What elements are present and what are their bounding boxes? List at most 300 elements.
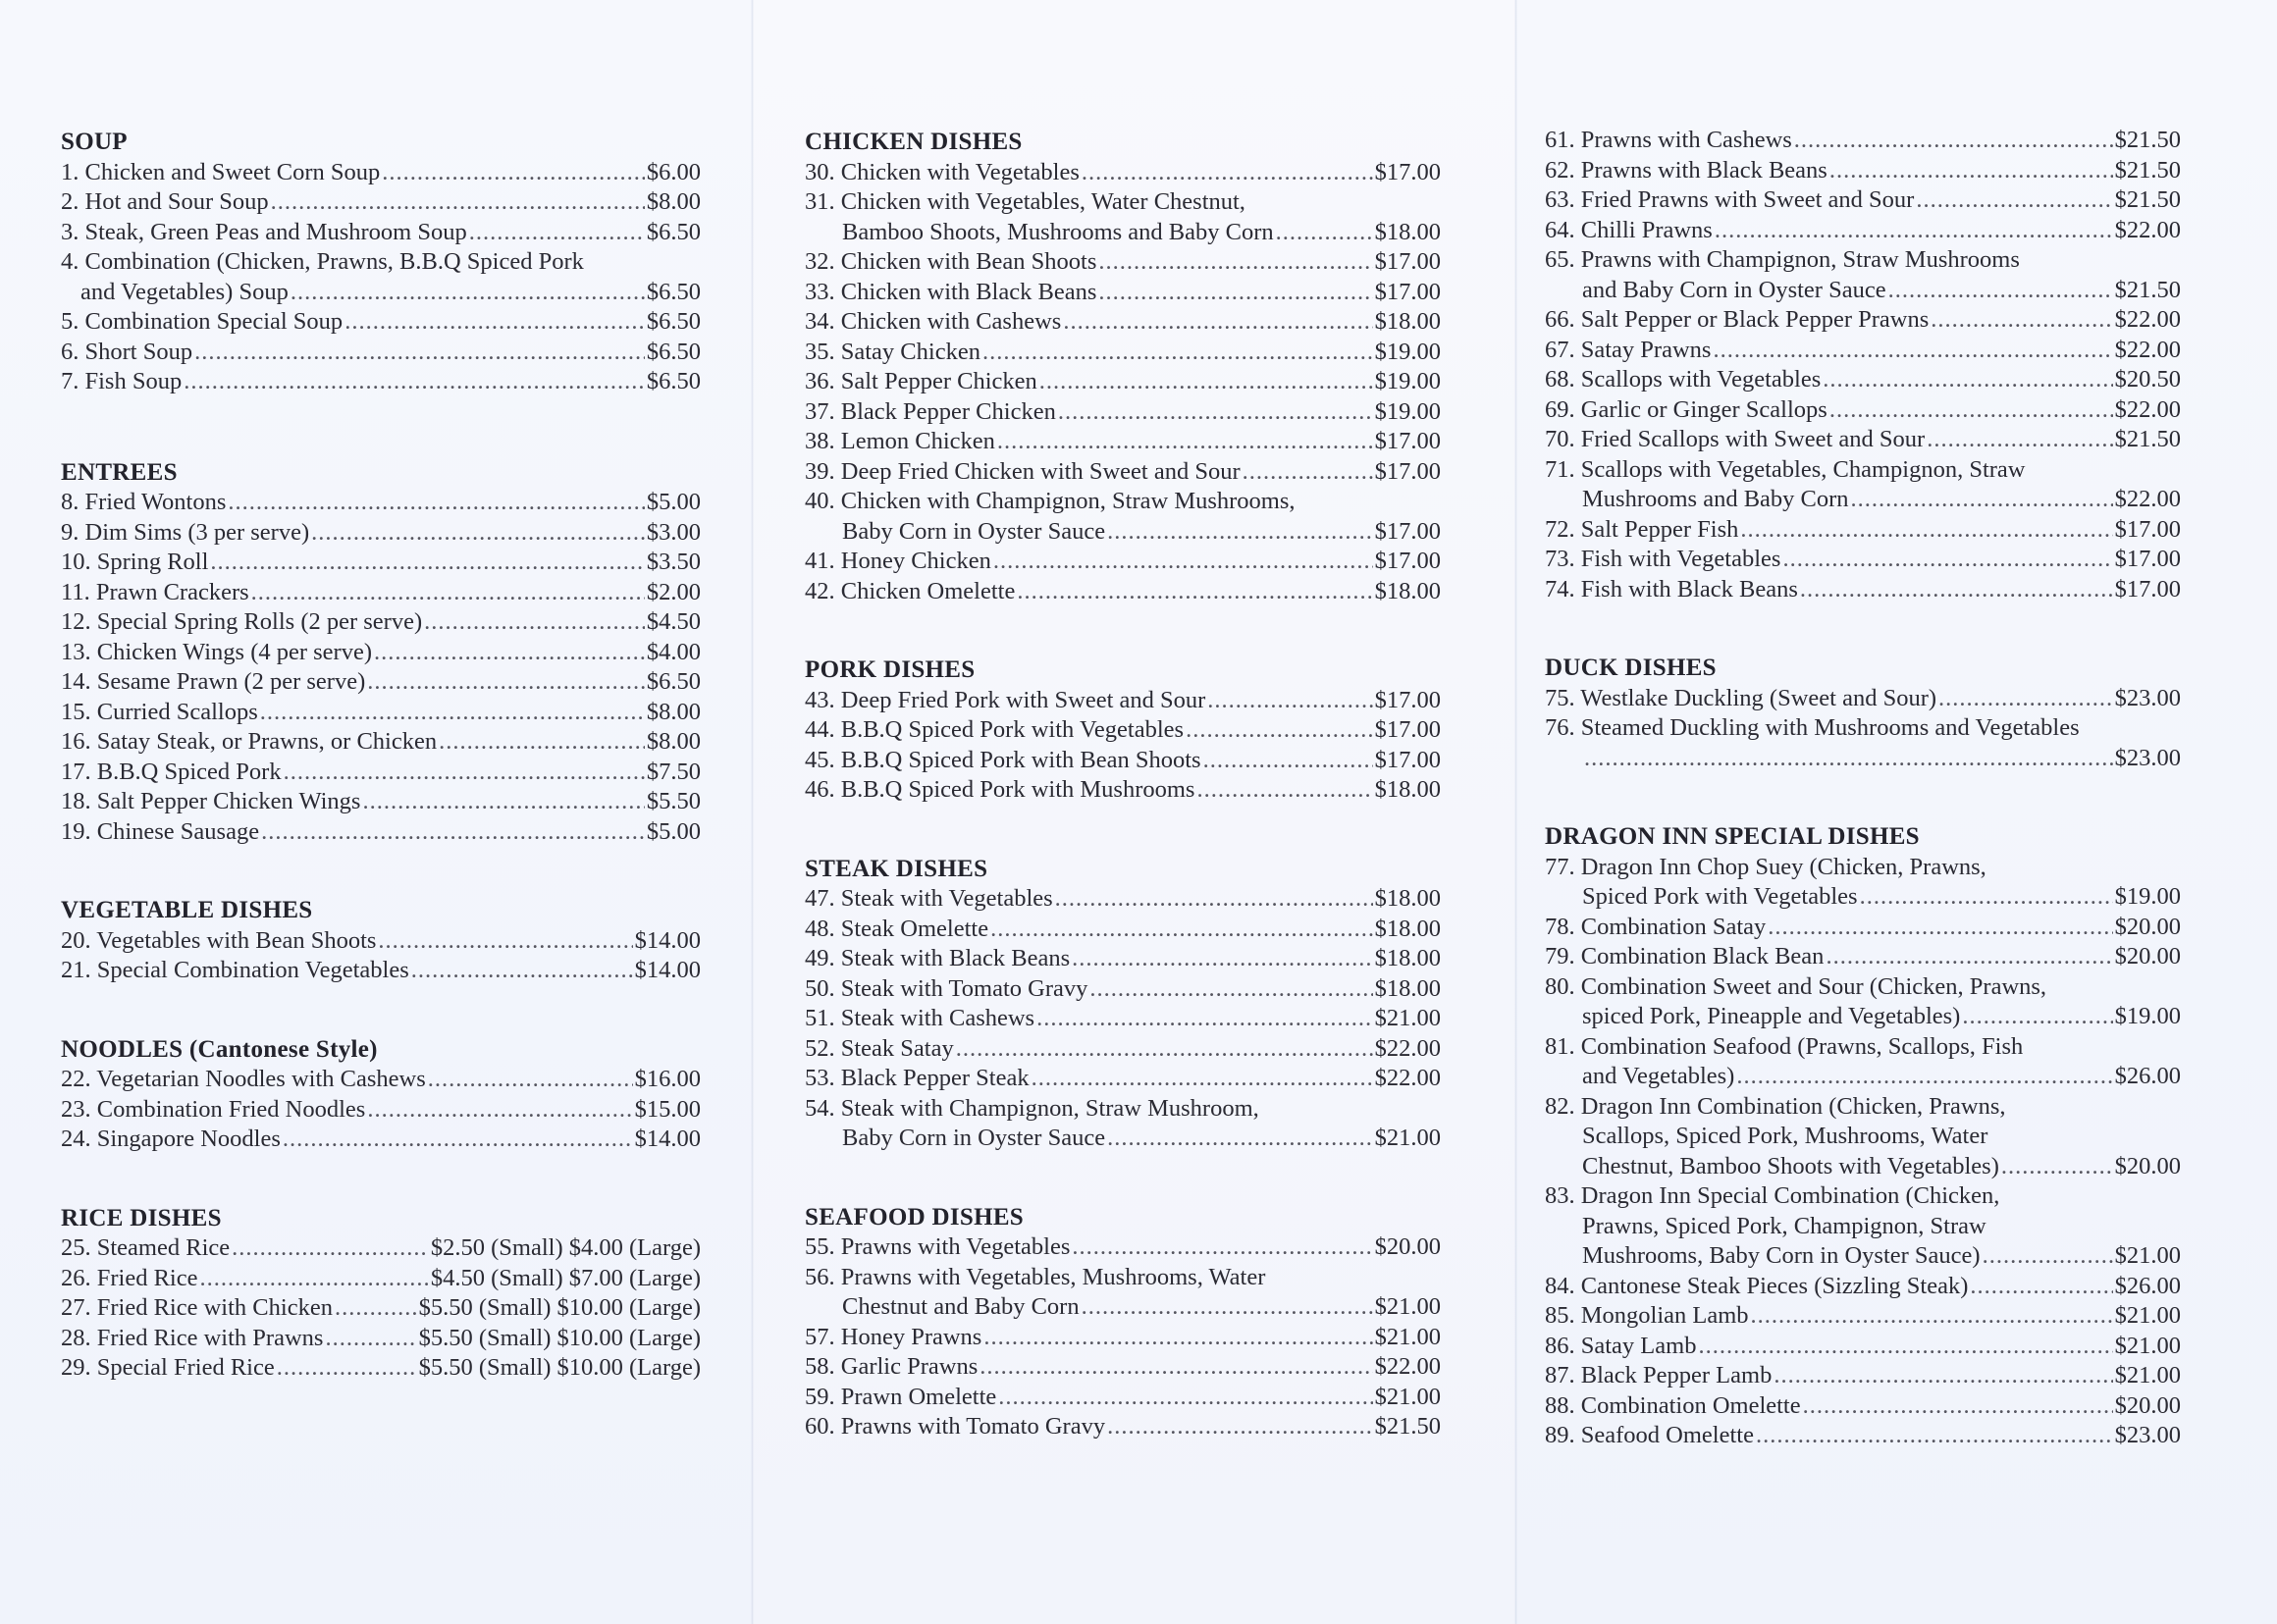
item-name: 58. Garlic Prawns	[805, 1353, 979, 1380]
item-price: $14.00	[634, 1126, 701, 1152]
item-price: $22.00	[2114, 306, 2181, 333]
item-price: $3.50	[646, 549, 701, 575]
item-price: $18.00	[1374, 577, 1441, 604]
menu-item	[805, 1323, 1441, 1353]
item-price: $6.00	[646, 158, 701, 185]
item-name: 42. Chicken Omelette	[805, 577, 1016, 604]
item-name: 19. Chinese Sausage	[61, 817, 260, 845]
item-price: $18.00	[1374, 974, 1441, 1002]
item-name: 30. Chicken with Vegetables	[805, 158, 1080, 185]
item-name: 87. Black Pepper Lamb	[1545, 1362, 1773, 1388]
item-price: $20.50	[2114, 366, 2181, 393]
item-price: $6.50	[646, 668, 701, 695]
item-name: 56. Prawns with Vegetables, Mushrooms, Water	[805, 1263, 1266, 1290]
item-name: 10. Spring Roll	[61, 549, 209, 575]
menu-item	[61, 956, 701, 986]
item-name: 53. Black Pepper Steak	[805, 1065, 1030, 1091]
item-name: 59. Prawn Omelette	[805, 1383, 997, 1410]
seafood-continued	[1545, 126, 2181, 604]
menu-item	[805, 158, 1441, 188]
section-heading: SEAFOOD DISHES	[805, 1203, 1025, 1231]
item-name: 47. Steak with Vegetables	[805, 885, 1053, 912]
item-name: 88. Combination Omelette	[1545, 1391, 1801, 1419]
menu-item	[1545, 1421, 2181, 1451]
item-name: 55. Prawns with Vegetables	[805, 1233, 1071, 1260]
item-name: 35. Satay Chicken	[805, 338, 980, 365]
item-price: $18.00	[1374, 776, 1441, 803]
menu-item	[1545, 395, 2181, 426]
menu-item	[61, 1353, 701, 1384]
item-name: 74. Fish with Black Beans	[1545, 575, 1798, 602]
item-price: $23.00	[2114, 1422, 2181, 1448]
menu-item	[1545, 1241, 2181, 1272]
item-name-cont: Mushrooms, Baby Corn in Oyster Sauce)	[1582, 1242, 1981, 1269]
pork-section	[805, 655, 1441, 806]
menu-item	[61, 638, 701, 668]
menu-item	[1545, 126, 2181, 156]
item-name: 71. Scallops with Vegetables, Champignon, Straw	[1545, 455, 2026, 483]
item-name: 41. Honey Chicken	[805, 548, 991, 574]
menu-item	[805, 1034, 1441, 1065]
item-name: 67. Satay Prawns	[1545, 336, 1712, 363]
menu-item	[805, 547, 1441, 577]
menu-item	[61, 367, 701, 397]
menu-item	[61, 1324, 701, 1354]
item-name: 5. Combination Special Soup	[61, 308, 344, 335]
chicken-section	[805, 128, 1441, 606]
menu-item	[805, 577, 1441, 607]
menu-item	[61, 667, 701, 698]
menu-item	[805, 457, 1441, 488]
item-price: $18.00	[1374, 885, 1441, 912]
section-heading: DUCK DISHES	[1545, 655, 1717, 681]
rice-section	[61, 1204, 701, 1384]
item-name: 33. Chicken with Black Beans	[805, 278, 1097, 305]
section-heading: RICE DISHES	[61, 1204, 222, 1231]
item-name-cont: and Vegetables) Soup	[80, 278, 289, 305]
menu-item	[805, 1352, 1441, 1383]
item-name: 2. Hot and Sour Soup	[61, 188, 269, 215]
menu-item	[61, 727, 701, 758]
item-name: 68. Scallops with Vegetables	[1545, 366, 1822, 393]
item-price: $22.00	[2114, 395, 2181, 423]
item-price: $18.00	[1374, 308, 1441, 335]
vegetable-section	[61, 896, 701, 986]
column-left	[61, 128, 701, 1384]
menu-item	[1545, 156, 2181, 186]
item-name: 69. Garlic or Ginger Scallops	[1545, 395, 1827, 423]
item-name: 6. Short Soup	[61, 338, 193, 365]
item-name: 3. Steak, Green Peas and Mushroom Soup	[61, 218, 467, 245]
item-price: $21.00	[1374, 1323, 1441, 1350]
item-name: 62. Prawns with Black Beans	[1545, 156, 1827, 183]
menu-item	[805, 338, 1441, 368]
item-price: $21.00	[2114, 1362, 2181, 1388]
item-price: $19.00	[1374, 338, 1441, 365]
menu-item	[1545, 336, 2181, 366]
item-name: 15. Curried Scallops	[61, 698, 258, 725]
item-price: $18.00	[1374, 915, 1441, 942]
menu-item	[1545, 942, 2181, 972]
menu-item	[1545, 1062, 2181, 1092]
item-name: 24. Singapore Noodles	[61, 1126, 281, 1152]
menu-item	[805, 775, 1441, 806]
menu-item	[805, 278, 1441, 308]
menu-item	[61, 307, 701, 338]
item-price: $4.50	[646, 608, 701, 635]
menu-item	[805, 367, 1441, 397]
item-name: 29. Special Fried Rice	[61, 1354, 275, 1381]
item-price: $17.00	[1374, 457, 1441, 485]
menu-item	[61, 926, 701, 957]
item-price: $21.00	[2114, 1302, 2181, 1329]
item-price: $17.00	[1374, 428, 1441, 454]
item-price: $21.50	[2114, 276, 2181, 303]
item-price: $6.50	[646, 218, 701, 245]
item-price: $17.00	[1374, 548, 1441, 574]
entrees-section	[61, 458, 701, 848]
item-name: 28. Fried Rice with Prawns	[61, 1324, 324, 1351]
menu-item	[805, 1292, 1441, 1323]
item-name: 20. Vegetables with Bean Shoots	[61, 926, 377, 954]
menu-item	[805, 944, 1441, 974]
item-name: 7. Fish Soup	[61, 368, 183, 394]
item-price: $21.00	[1374, 1383, 1441, 1410]
item-name: 25. Steamed Rice	[61, 1234, 231, 1261]
seafood-section	[805, 1203, 1441, 1442]
item-name: 63. Fried Prawns with Sweet and Sour	[1545, 186, 1915, 213]
item-name: 81. Combination Seafood (Prawns, Scallops, Fish	[1545, 1032, 2024, 1060]
menu-item	[61, 218, 701, 248]
item-price: $8.00	[646, 728, 701, 755]
item-price: $5.50 (Small) $10.00 (Large)	[418, 1324, 701, 1351]
item-price: $19.00	[1374, 368, 1441, 394]
menu-item	[61, 758, 701, 788]
item-name: 8. Fried Wontons	[61, 489, 227, 515]
item-price: $21.50	[2114, 186, 2181, 213]
menu-item	[1545, 1272, 2181, 1302]
item-name: 27. Fried Rice with Chicken	[61, 1294, 333, 1321]
menu-item	[805, 427, 1441, 457]
item-name: 34. Chicken with Cashews	[805, 308, 1062, 335]
item-name: 57. Honey Prawns	[805, 1323, 982, 1350]
menu-item	[805, 1124, 1441, 1154]
menu-item	[1545, 1391, 2181, 1422]
menu-item	[61, 278, 701, 308]
item-name: 31. Chicken with Vegetables, Water Chestnut,	[805, 188, 1245, 215]
section-heading: DRAGON INN SPECIAL DISHES	[1545, 823, 1920, 850]
item-name: 51. Steak with Cashews	[805, 1005, 1035, 1031]
item-price: $2.00	[646, 578, 701, 605]
item-price: $17.00	[1374, 158, 1441, 185]
item-name: 82. Dragon Inn Combination (Chicken, Prawns,	[1545, 1092, 2006, 1120]
item-price: $26.00	[2114, 1063, 2181, 1089]
item-price: $21.50	[2114, 426, 2181, 452]
menu-item	[1545, 515, 2181, 546]
item-name: 11. Prawn Crackers	[61, 578, 249, 605]
menu-item	[805, 1383, 1441, 1413]
item-price: $21.00	[1374, 1125, 1441, 1151]
menu-item	[805, 218, 1441, 248]
item-price: $22.00	[2114, 336, 2181, 363]
menu-item	[805, 715, 1441, 746]
noodles-section	[61, 1035, 701, 1155]
item-name-cont: Scallops, Spiced Pork, Mushrooms, Water	[1582, 1123, 1988, 1149]
duck-section	[1545, 654, 2181, 773]
item-price: $23.00	[2114, 684, 2181, 711]
item-price: $17.00	[2114, 546, 2181, 572]
item-name: 38. Lemon Chicken	[805, 428, 995, 454]
item-name: 46. B.B.Q Spiced Pork with Mushrooms	[805, 776, 1195, 803]
item-name: 76. Steamed Duckling with Mushrooms and Vegetables	[1545, 714, 2080, 741]
item-name: 18. Salt Pepper Chicken Wings	[61, 788, 361, 814]
menu-item	[61, 787, 701, 817]
item-name: 43. Deep Fried Pork with Sweet and Sour	[805, 686, 1206, 713]
item-price: $21.00	[1374, 1293, 1441, 1320]
item-price: $20.00	[2114, 1391, 2181, 1419]
item-name: 36. Salt Pepper Chicken	[805, 368, 1037, 394]
item-price: $5.50 (Small) $10.00 (Large)	[418, 1354, 701, 1381]
item-price: $20.00	[1374, 1233, 1441, 1260]
item-price: $21.50	[2114, 127, 2181, 153]
item-price: $6.50	[646, 278, 701, 305]
menu-item	[805, 915, 1441, 945]
item-name-cont: Baby Corn in Oyster Sauce	[842, 1125, 1106, 1151]
item-price: $20.00	[2114, 1152, 2181, 1179]
item-price: $22.00	[1374, 1353, 1441, 1380]
item-name: 17. B.B.Q Spiced Pork	[61, 758, 282, 785]
section-heading: STEAK DISHES	[805, 855, 988, 882]
item-name: 80. Combination Sweet and Sour (Chicken, Prawns,	[1545, 972, 2047, 1000]
menu-item	[1545, 276, 2181, 306]
item-name: 78. Combination Satay	[1545, 913, 1767, 940]
item-name: 64. Chilli Prawns	[1545, 216, 1713, 243]
menu-item	[61, 488, 701, 518]
item-price: $3.00	[646, 518, 701, 546]
item-name-cont: Chestnut and Baby Corn	[842, 1293, 1080, 1320]
section-heading: SOUP	[61, 129, 128, 155]
item-name: 22. Vegetarian Noodles with Cashews	[61, 1066, 426, 1092]
item-price: $17.00	[1374, 686, 1441, 713]
menu-item	[1545, 1361, 2181, 1391]
item-price: $23.00	[2114, 744, 2181, 771]
section-heading: CHICKEN DISHES	[805, 129, 1023, 155]
item-price: $6.50	[646, 368, 701, 394]
item-price: $5.50 (Small) $10.00 (Large)	[418, 1294, 701, 1321]
item-name: 4. Combination (Chicken, Prawns, B.B.Q Spiced Pork	[61, 248, 584, 275]
menu-item	[61, 158, 701, 188]
menu-item	[1545, 1301, 2181, 1332]
item-name: 16. Satay Steak, or Prawns, or Chicken	[61, 728, 438, 755]
item-price: $17.00	[2114, 575, 2181, 602]
item-name: 52. Steak Satay	[805, 1034, 954, 1062]
item-name: 40. Chicken with Champignon, Straw Mushrooms,	[805, 488, 1296, 514]
item-name-cont: and Vegetables)	[1582, 1063, 1735, 1089]
menu-item	[61, 548, 701, 578]
item-price: $8.00	[646, 188, 701, 215]
menu-item	[805, 1004, 1441, 1034]
menu-item	[805, 686, 1441, 716]
item-price: $21.50	[1374, 1413, 1441, 1440]
menu-item	[61, 518, 701, 549]
item-name: 9. Dim Sims (3 per serve)	[61, 518, 310, 546]
item-price: $17.00	[1374, 248, 1441, 275]
menu-item	[61, 1125, 701, 1155]
section-heading: ENTREES	[61, 458, 178, 486]
menu-item	[1545, 913, 2181, 943]
item-name: 66. Salt Pepper or Black Pepper Prawns	[1545, 306, 1930, 333]
section-heading: VEGETABLE DISHES	[61, 897, 313, 923]
item-price: $19.00	[2114, 883, 2181, 910]
column-right	[1545, 126, 2181, 1451]
item-name: 1. Chicken and Sweet Corn Soup	[61, 158, 381, 185]
item-name: 83. Dragon Inn Special Combination (Chicken,	[1545, 1182, 2000, 1209]
item-price: $17.00	[1374, 716, 1441, 743]
item-price: $18.00	[1374, 218, 1441, 245]
menu-item	[61, 698, 701, 728]
item-price: $2.50 (Small) $4.00 (Large)	[430, 1234, 701, 1261]
item-name-cont: and Baby Corn in Oyster Sauce	[1582, 276, 1886, 303]
item-name: 45. B.B.Q Spiced Pork with Bean Shoots	[805, 746, 1201, 773]
item-price: $6.50	[646, 308, 701, 335]
menu-item	[61, 1293, 701, 1324]
menu-item	[1545, 425, 2181, 455]
item-name: 26. Fried Rice	[61, 1264, 198, 1291]
item-price: $8.00	[646, 698, 701, 725]
menu-item	[805, 247, 1441, 278]
item-price: $21.00	[2114, 1242, 2181, 1269]
menu-item	[805, 974, 1441, 1005]
menu-item	[61, 1233, 701, 1264]
item-price: $5.50	[646, 788, 701, 814]
item-price: $26.00	[2114, 1272, 2181, 1299]
menu-item	[61, 1264, 701, 1294]
item-name: 50. Steak with Tomato Gravy	[805, 974, 1088, 1002]
item-name: 79. Combination Black Bean	[1545, 943, 1825, 969]
item-name: 37. Black Pepper Chicken	[805, 397, 1056, 425]
item-name: 72. Salt Pepper Fish	[1545, 515, 1739, 543]
item-name: 39. Deep Fried Chicken with Sweet and Sour	[805, 457, 1241, 485]
item-name: 54. Steak with Champignon, Straw Mushroom,	[805, 1094, 1259, 1122]
menu-item	[1545, 185, 2181, 216]
item-name: 61. Prawns with Cashews	[1545, 127, 1792, 153]
item-name: 73. Fish with Vegetables	[1545, 546, 1781, 572]
item-price: $21.00	[2114, 1332, 2181, 1359]
item-name-cont: Bamboo Shoots, Mushrooms and Baby Corn	[842, 218, 1274, 245]
item-name: 48. Steak Omelette	[805, 915, 989, 942]
menu-item	[1545, 1002, 2181, 1032]
fold-line	[1514, 0, 1517, 1624]
menu-item	[805, 1232, 1441, 1263]
menu-item	[61, 1095, 701, 1126]
item-name: 85. Mongolian Lamb	[1545, 1302, 1749, 1329]
item-price: $22.00	[2114, 216, 2181, 243]
menu-item	[805, 1412, 1441, 1442]
item-name: 21. Special Combination Vegetables	[61, 957, 409, 983]
item-price: $17.00	[1374, 746, 1441, 773]
item-name: 77. Dragon Inn Chop Suey (Chicken, Prawns,	[1545, 853, 1986, 880]
menu-item	[61, 338, 701, 368]
menu-item	[1545, 545, 2181, 575]
item-name: 23. Combination Fried Noodles	[61, 1095, 366, 1123]
soup-section	[61, 128, 701, 397]
menu-item	[805, 307, 1441, 338]
item-name: 44. B.B.Q Spiced Pork with Vegetables	[805, 716, 1185, 743]
menu-item	[805, 517, 1441, 548]
item-name: 32. Chicken with Bean Shoots	[805, 248, 1097, 275]
menu-item	[1545, 216, 2181, 246]
item-price: $21.00	[1374, 1005, 1441, 1031]
special-section	[1545, 822, 2181, 1451]
item-name: 89. Seafood Omelette	[1545, 1422, 1754, 1448]
section-heading: PORK DISHES	[805, 656, 976, 683]
item-price: $16.00	[634, 1066, 701, 1092]
item-price: $14.00	[634, 957, 701, 983]
item-name-cont: spiced Pork, Pineapple and Vegetables)	[1582, 1003, 1961, 1029]
item-name-cont: Baby Corn in Oyster Sauce	[842, 517, 1106, 545]
item-price: $14.00	[634, 926, 701, 954]
item-name: 49. Steak with Black Beans	[805, 945, 1071, 971]
section-heading: NOODLES (Cantonese Style)	[61, 1035, 378, 1063]
item-name: 13. Chicken Wings (4 per serve)	[61, 638, 372, 665]
item-price: $20.00	[2114, 913, 2181, 940]
menu-item	[61, 817, 701, 848]
item-price: $6.50	[646, 338, 701, 365]
item-price: $20.00	[2114, 943, 2181, 969]
item-price: $18.00	[1374, 945, 1441, 971]
menu-item	[805, 746, 1441, 776]
item-price: $17.00	[2114, 515, 2181, 543]
menu-item	[805, 884, 1441, 915]
item-name-cont: Spiced Pork with Vegetables	[1582, 883, 1858, 910]
item-price: $19.00	[1374, 397, 1441, 425]
menu-item	[1545, 684, 2181, 714]
menu-item	[1545, 365, 2181, 395]
item-price: $19.00	[2114, 1003, 2181, 1029]
item-name-cont: Mushrooms and Baby Corn	[1582, 486, 1849, 512]
item-price: $7.50	[646, 758, 701, 785]
item-name: 65. Prawns with Champignon, Straw Mushrooms	[1545, 246, 2020, 273]
item-price: $5.00	[646, 489, 701, 515]
item-price: $17.00	[1374, 278, 1441, 305]
menu-item	[1545, 305, 2181, 336]
menu-item	[61, 1065, 701, 1095]
item-price: $4.50 (Small) $7.00 (Large)	[430, 1264, 701, 1291]
item-price: $22.00	[1374, 1034, 1441, 1062]
menu-item	[61, 578, 701, 608]
menu-item	[1545, 744, 2181, 774]
item-name-cont: Chestnut, Bamboo Shoots with Vegetables)	[1582, 1152, 1999, 1179]
item-name: 84. Cantonese Steak Pieces (Sizzling Steak)	[1545, 1272, 1969, 1299]
item-name: 14. Sesame Prawn (2 per serve)	[61, 668, 366, 695]
menu-item	[1545, 1152, 2181, 1182]
menu-item	[805, 397, 1441, 428]
item-name: 75. Westlake Duckling (Sweet and Sour)	[1545, 684, 1937, 711]
item-price: $15.00	[634, 1095, 701, 1123]
item-price: $17.00	[1374, 517, 1441, 545]
column-middle	[805, 128, 1441, 1442]
menu-item	[61, 607, 701, 638]
item-name: 86. Satay Lamb	[1545, 1332, 1697, 1359]
item-price: $22.00	[2114, 486, 2181, 512]
item-name-cont: Prawns, Spiced Pork, Champignon, Straw	[1582, 1212, 1986, 1239]
menu-item	[1545, 882, 2181, 913]
menu-item	[1545, 1332, 2181, 1362]
item-price: $4.00	[646, 638, 701, 665]
item-price: $21.50	[2114, 156, 2181, 183]
item-price: $22.00	[1374, 1065, 1441, 1091]
item-price: $5.00	[646, 817, 701, 845]
